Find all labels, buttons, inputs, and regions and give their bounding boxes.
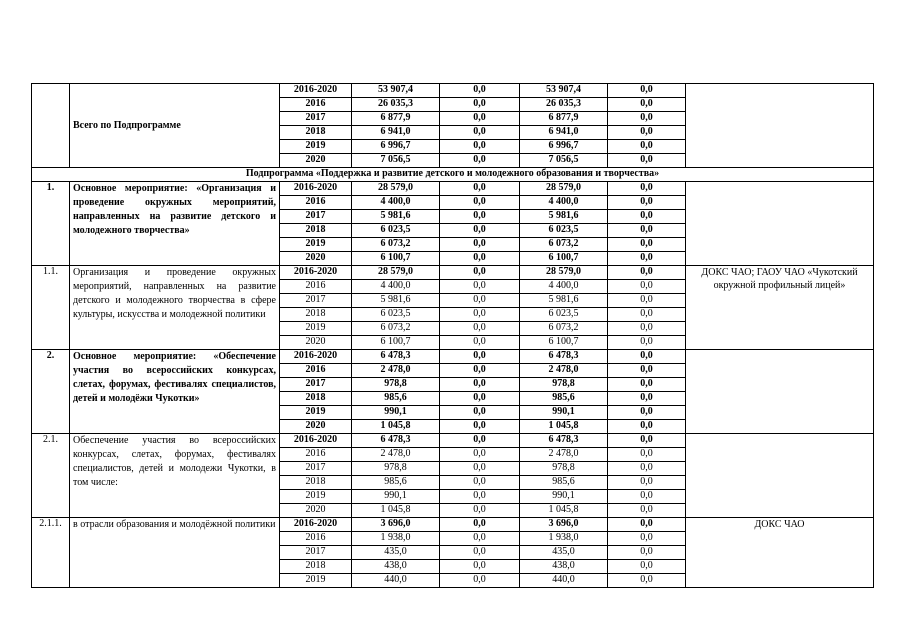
total-cell: 28 579,0 <box>352 266 440 280</box>
total-cell: 1 045,8 <box>352 420 440 434</box>
regional-cell: 4 400,0 <box>520 196 608 210</box>
other-cell: 0,0 <box>608 546 686 560</box>
table-row <box>32 182 874 196</box>
other-cell: 0,0 <box>608 126 686 140</box>
other-cell: 0,0 <box>608 378 686 392</box>
federal-cell: 0,0 <box>440 364 520 378</box>
regional-cell: 5 981,6 <box>520 210 608 224</box>
year-cell: 2016-2020 <box>280 434 352 448</box>
subprogram-row <box>32 168 874 182</box>
federal-cell: 0,0 <box>440 378 520 392</box>
regional-cell: 6 073,2 <box>520 238 608 252</box>
regional-cell: 978,8 <box>520 462 608 476</box>
regional-cell: 2 478,0 <box>520 364 608 378</box>
executor-cell <box>686 182 874 266</box>
federal-cell: 0,0 <box>440 308 520 322</box>
federal-cell: 0,0 <box>440 210 520 224</box>
regional-cell: 28 579,0 <box>520 266 608 280</box>
regional-cell: 3 696,0 <box>520 518 608 532</box>
other-cell: 0,0 <box>608 476 686 490</box>
federal-cell: 0,0 <box>440 322 520 336</box>
federal-cell: 0,0 <box>440 182 520 196</box>
year-cell: 2017 <box>280 210 352 224</box>
regional-cell: 6 478,3 <box>520 350 608 364</box>
total-cell: 2 478,0 <box>352 364 440 378</box>
year-cell: 2018 <box>280 476 352 490</box>
year-cell: 2016-2020 <box>280 350 352 364</box>
other-cell: 0,0 <box>608 154 686 168</box>
federal-cell: 0,0 <box>440 84 520 98</box>
item-number: 1.1. <box>32 266 70 350</box>
year-cell: 2020 <box>280 504 352 518</box>
item-description: Основное мероприятие: «Организация и проведение окружных мероприятий, направленных на развитие детского и молодежного творчества» <box>70 182 280 266</box>
regional-cell: 435,0 <box>520 546 608 560</box>
year-cell: 2016-2020 <box>280 182 352 196</box>
federal-cell: 0,0 <box>440 280 520 294</box>
total-cell: 440,0 <box>352 574 440 588</box>
year-cell: 2017 <box>280 462 352 476</box>
year-cell: 2016 <box>280 448 352 462</box>
year-cell: 2016-2020 <box>280 266 352 280</box>
year-cell: 2016-2020 <box>280 84 352 98</box>
total-cell: 6 478,3 <box>352 350 440 364</box>
federal-cell: 0,0 <box>440 266 520 280</box>
federal-cell: 0,0 <box>440 98 520 112</box>
executor-cell: ДОКС ЧАО <box>686 518 874 588</box>
regional-cell: 6 023,5 <box>520 308 608 322</box>
regional-cell: 1 045,8 <box>520 504 608 518</box>
year-cell: 2020 <box>280 420 352 434</box>
regional-cell: 2 478,0 <box>520 448 608 462</box>
table-row <box>32 266 874 280</box>
total-cell: 990,1 <box>352 490 440 504</box>
federal-cell: 0,0 <box>440 294 520 308</box>
other-cell: 0,0 <box>608 462 686 476</box>
year-cell: 2019 <box>280 322 352 336</box>
other-cell: 0,0 <box>608 504 686 518</box>
federal-cell: 0,0 <box>440 392 520 406</box>
year-cell: 2016 <box>280 196 352 210</box>
regional-cell: 6 877,9 <box>520 112 608 126</box>
regional-cell: 440,0 <box>520 574 608 588</box>
executor-cell <box>686 434 874 518</box>
other-cell: 0,0 <box>608 392 686 406</box>
year-cell: 2018 <box>280 560 352 574</box>
other-cell: 0,0 <box>608 112 686 126</box>
regional-cell: 978,8 <box>520 378 608 392</box>
other-cell: 0,0 <box>608 196 686 210</box>
total-cell: 6 941,0 <box>352 126 440 140</box>
total-cell: 2 478,0 <box>352 448 440 462</box>
federal-cell: 0,0 <box>440 196 520 210</box>
regional-cell: 6 941,0 <box>520 126 608 140</box>
other-cell: 0,0 <box>608 490 686 504</box>
total-cell: 985,6 <box>352 476 440 490</box>
total-cell: 978,8 <box>352 378 440 392</box>
item-number: 1. <box>32 182 70 266</box>
regional-cell: 6 996,7 <box>520 140 608 154</box>
total-cell: 6 023,5 <box>352 308 440 322</box>
regional-cell: 985,6 <box>520 476 608 490</box>
other-cell: 0,0 <box>608 518 686 532</box>
year-cell: 2017 <box>280 546 352 560</box>
federal-cell: 0,0 <box>440 350 520 364</box>
total-cell: 6 100,7 <box>352 252 440 266</box>
total-cell: 6 073,2 <box>352 238 440 252</box>
federal-cell: 0,0 <box>440 154 520 168</box>
federal-cell: 0,0 <box>440 126 520 140</box>
year-cell: 2019 <box>280 574 352 588</box>
year-cell: 2017 <box>280 378 352 392</box>
item-number: 2.1. <box>32 434 70 518</box>
other-cell: 0,0 <box>608 224 686 238</box>
item-description: Основное мероприятие: «Обеспечение участия во всероссийских конкурсах, слетах, форумах, фестивалях специалистов, детей и молодёжи Чукотки» <box>70 350 280 434</box>
other-cell: 0,0 <box>608 364 686 378</box>
regional-cell: 1 938,0 <box>520 532 608 546</box>
other-cell: 0,0 <box>608 420 686 434</box>
other-cell: 0,0 <box>608 266 686 280</box>
item-number: 2.1.1. <box>32 518 70 588</box>
summary-label: Всего по Подпрограмме <box>70 84 280 168</box>
federal-cell: 0,0 <box>440 336 520 350</box>
regional-cell: 5 981,6 <box>520 294 608 308</box>
year-cell: 2019 <box>280 140 352 154</box>
federal-cell: 0,0 <box>440 420 520 434</box>
federal-cell: 0,0 <box>440 490 520 504</box>
other-cell: 0,0 <box>608 560 686 574</box>
table-row <box>32 518 874 532</box>
subprogram-title: Подпрограмма «Поддержка и развитие детского и молодежного образования и творчества» <box>32 168 874 182</box>
federal-cell: 0,0 <box>440 546 520 560</box>
federal-cell: 0,0 <box>440 434 520 448</box>
regional-cell: 7 056,5 <box>520 154 608 168</box>
year-cell: 2016 <box>280 364 352 378</box>
row-number-cell <box>32 84 70 168</box>
total-cell: 978,8 <box>352 462 440 476</box>
year-cell: 2016 <box>280 98 352 112</box>
total-cell: 990,1 <box>352 406 440 420</box>
total-cell: 438,0 <box>352 560 440 574</box>
federal-cell: 0,0 <box>440 238 520 252</box>
other-cell: 0,0 <box>608 308 686 322</box>
year-cell: 2017 <box>280 112 352 126</box>
other-cell: 0,0 <box>608 406 686 420</box>
item-description: в отрасли образования и молодёжной политики <box>70 518 280 588</box>
regional-cell: 990,1 <box>520 406 608 420</box>
year-cell: 2019 <box>280 238 352 252</box>
other-cell: 0,0 <box>608 574 686 588</box>
total-cell: 6 996,7 <box>352 140 440 154</box>
federal-cell: 0,0 <box>440 406 520 420</box>
executor-cell <box>686 350 874 434</box>
other-cell: 0,0 <box>608 336 686 350</box>
year-cell: 2018 <box>280 392 352 406</box>
item-description: Обеспечение участия во всероссийских конкурсах, слетах, форумах, фестивалях специалистов, детей и молодежи Чукотки, в том числе: <box>70 434 280 518</box>
other-cell: 0,0 <box>608 350 686 364</box>
federal-cell: 0,0 <box>440 448 520 462</box>
regional-cell: 1 045,8 <box>520 420 608 434</box>
regional-cell: 4 400,0 <box>520 280 608 294</box>
year-cell: 2018 <box>280 308 352 322</box>
total-cell: 4 400,0 <box>352 280 440 294</box>
year-cell: 2018 <box>280 126 352 140</box>
other-cell: 0,0 <box>608 210 686 224</box>
year-cell: 2016 <box>280 532 352 546</box>
federal-cell: 0,0 <box>440 224 520 238</box>
total-cell: 3 696,0 <box>352 518 440 532</box>
other-cell: 0,0 <box>608 434 686 448</box>
regional-cell: 990,1 <box>520 490 608 504</box>
total-cell: 1 938,0 <box>352 532 440 546</box>
total-cell: 6 877,9 <box>352 112 440 126</box>
regional-cell: 438,0 <box>520 560 608 574</box>
federal-cell: 0,0 <box>440 560 520 574</box>
regional-cell: 6 023,5 <box>520 224 608 238</box>
total-cell: 435,0 <box>352 546 440 560</box>
federal-cell: 0,0 <box>440 112 520 126</box>
regional-cell: 6 478,3 <box>520 434 608 448</box>
federal-cell: 0,0 <box>440 504 520 518</box>
other-cell: 0,0 <box>608 322 686 336</box>
federal-cell: 0,0 <box>440 476 520 490</box>
year-cell: 2020 <box>280 154 352 168</box>
table-row <box>32 434 874 448</box>
executor-cell: ДОКС ЧАО; ГАОУ ЧАО «Чукотский окружной профильный лицей» <box>686 266 874 350</box>
federal-cell: 0,0 <box>440 462 520 476</box>
table-body <box>32 84 874 588</box>
regional-cell: 985,6 <box>520 392 608 406</box>
budget-table <box>31 83 874 588</box>
other-cell: 0,0 <box>608 252 686 266</box>
total-cell: 28 579,0 <box>352 182 440 196</box>
other-cell: 0,0 <box>608 182 686 196</box>
total-cell: 985,6 <box>352 392 440 406</box>
federal-cell: 0,0 <box>440 574 520 588</box>
other-cell: 0,0 <box>608 84 686 98</box>
total-cell: 6 023,5 <box>352 224 440 238</box>
total-cell: 5 981,6 <box>352 210 440 224</box>
year-cell: 2016 <box>280 280 352 294</box>
table-row <box>32 84 874 98</box>
year-cell: 2019 <box>280 406 352 420</box>
regional-cell: 6 100,7 <box>520 336 608 350</box>
regional-cell: 53 907,4 <box>520 84 608 98</box>
total-cell: 6 478,3 <box>352 434 440 448</box>
item-number: 2. <box>32 350 70 434</box>
total-cell: 26 035,3 <box>352 98 440 112</box>
other-cell: 0,0 <box>608 98 686 112</box>
year-cell: 2016-2020 <box>280 518 352 532</box>
total-cell: 5 981,6 <box>352 294 440 308</box>
other-cell: 0,0 <box>608 532 686 546</box>
document-page <box>31 83 874 588</box>
regional-cell: 6 073,2 <box>520 322 608 336</box>
total-cell: 1 045,8 <box>352 504 440 518</box>
year-cell: 2018 <box>280 224 352 238</box>
regional-cell: 26 035,3 <box>520 98 608 112</box>
other-cell: 0,0 <box>608 448 686 462</box>
year-cell: 2020 <box>280 252 352 266</box>
total-cell: 53 907,4 <box>352 84 440 98</box>
federal-cell: 0,0 <box>440 518 520 532</box>
federal-cell: 0,0 <box>440 252 520 266</box>
executor-cell <box>686 84 874 168</box>
regional-cell: 6 100,7 <box>520 252 608 266</box>
total-cell: 6 073,2 <box>352 322 440 336</box>
federal-cell: 0,0 <box>440 140 520 154</box>
total-cell: 6 100,7 <box>352 336 440 350</box>
other-cell: 0,0 <box>608 294 686 308</box>
other-cell: 0,0 <box>608 238 686 252</box>
federal-cell: 0,0 <box>440 532 520 546</box>
table-row <box>32 350 874 364</box>
year-cell: 2017 <box>280 294 352 308</box>
other-cell: 0,0 <box>608 280 686 294</box>
year-cell: 2019 <box>280 490 352 504</box>
year-cell: 2020 <box>280 336 352 350</box>
regional-cell: 28 579,0 <box>520 182 608 196</box>
other-cell: 0,0 <box>608 140 686 154</box>
total-cell: 4 400,0 <box>352 196 440 210</box>
item-description: Организация и проведение окружных мероприятий, направленных на развитие детского и молодежного творчества в сфере культуры, искусства и молодежной политики <box>70 266 280 350</box>
total-cell: 7 056,5 <box>352 154 440 168</box>
